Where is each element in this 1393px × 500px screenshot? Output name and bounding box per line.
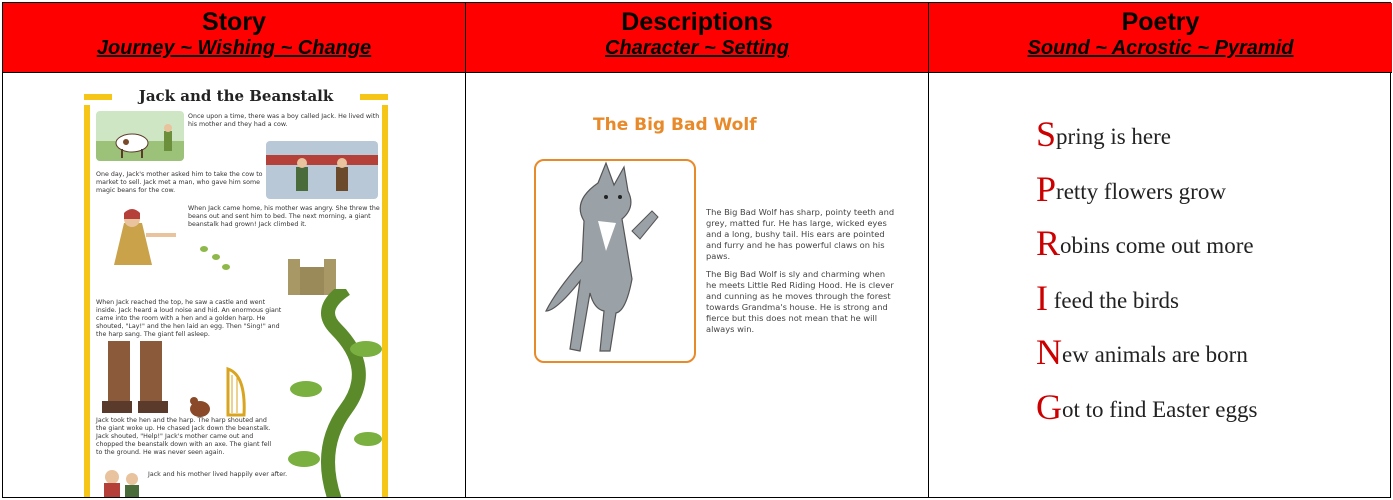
wolf-paragraph-2: The Big Bad Wolf is sly and charming when he meets Little Red Riding Hood. He is clever and cunning as he moves through the forest towards Grandma's house. He is strong and fierce but this does not mean that he will always win. [706, 269, 894, 334]
wolf-paragraph-1: The Big Bad Wolf has sharp, pointy teeth and grey, matted fur. He has large, wicked eyes and a long, bushy tail. His ears are pointed and furry and he has powerful claws on his paws. [706, 207, 895, 261]
story-paragraph-2: One day, Jack's mother asked him to take the cow to market to sell. Jack met a man, who gave him some magic beans for the cow. [96, 171, 263, 194]
header-story [3, 3, 466, 73]
cow-field-illustration [96, 111, 184, 161]
story-paragraph-4: When Jack reached the top, he saw a castle and went inside. Jack heard a loud noise and hid. An enormous giant came into the room with a hen and a golden harp. He shouted, "Lay!" and the hen laid an egg. Then "Sing!" and the harp sang. The giant fell asleep. [96, 299, 282, 338]
column-title: Story [202, 8, 266, 36]
poem-initial: G [1036, 386, 1062, 427]
beans-illustration [196, 243, 236, 273]
poem-line [1036, 162, 1257, 217]
poem-line [1036, 271, 1257, 326]
jack-beanstalk-poster [84, 87, 388, 497]
poem-initial: R [1036, 223, 1061, 263]
giant-legs-illustration [98, 341, 178, 419]
wolf-title: The Big Bad Wolf [593, 115, 757, 135]
column-title: Descriptions [621, 8, 773, 36]
poem-line-text: retty flowers grow [1056, 178, 1226, 204]
acrostic-poem [1036, 107, 1257, 434]
poem-line-text: obins come out more [1060, 233, 1254, 258]
poem-line [1036, 380, 1257, 435]
poem-line [1036, 107, 1257, 162]
wolf-illustration [536, 161, 694, 361]
poetry-cell [929, 73, 1392, 497]
poem-line [1036, 325, 1257, 380]
story-paragraph-3: When Jack came home, his mother was angry. She threw the beans out and sent him to bed. The next morning, a giant beanstalk had grown! Jack climbed it. [188, 205, 380, 228]
poster-title: Jack and the Beanstalk [84, 87, 388, 105]
poem-line [1036, 216, 1257, 271]
story-paragraph-6: Jack and his mother lived happily ever after. [148, 471, 288, 478]
topic-table [2, 2, 1391, 498]
header-descriptions [466, 3, 929, 73]
column-title: Poetry [1121, 8, 1200, 36]
poem-initial: N [1036, 332, 1062, 372]
story-paragraph-1: Once upon a time, there was a boy called Jack. He lived with his mother and they had a cow. [188, 113, 380, 128]
descriptions-cell [466, 73, 929, 497]
column-subtitle[interactable]: Character ~ Setting [605, 37, 789, 59]
poem-line-text: ew animals are born [1062, 342, 1248, 367]
poem-initial: I [1036, 277, 1048, 318]
story-paragraph-5: Jack took the hen and the harp. The harp shouted and the giant woke up. He chased Jack down the beanstalk. Jack shouted, "Help!" Jack's mother came out and chopped the beanstalk down with an axe. The giant fell to the ground. He was never seen again. [96, 417, 272, 456]
hen-harp-illustration [184, 361, 256, 425]
poem-line-text: feed the birds [1048, 287, 1179, 313]
mother-illustration [94, 205, 190, 271]
poem-initial: S [1036, 114, 1057, 154]
wolf-picture-frame [534, 159, 696, 363]
column-subtitle[interactable]: Journey ~ Wishing ~ Change [96, 37, 372, 59]
beanstalk-illustration [276, 289, 386, 497]
poem-line-text: pring is here [1056, 124, 1171, 149]
poem-line-text: ot to find Easter eggs [1062, 396, 1258, 422]
story-cell [3, 73, 466, 497]
column-subtitle[interactable]: Sound ~ Acrostic ~ Pyramid [1027, 37, 1294, 59]
market-illustration [266, 141, 378, 199]
poem-initial: P [1036, 168, 1057, 209]
header-poetry [929, 3, 1392, 73]
happy-family-illustration [100, 467, 144, 497]
